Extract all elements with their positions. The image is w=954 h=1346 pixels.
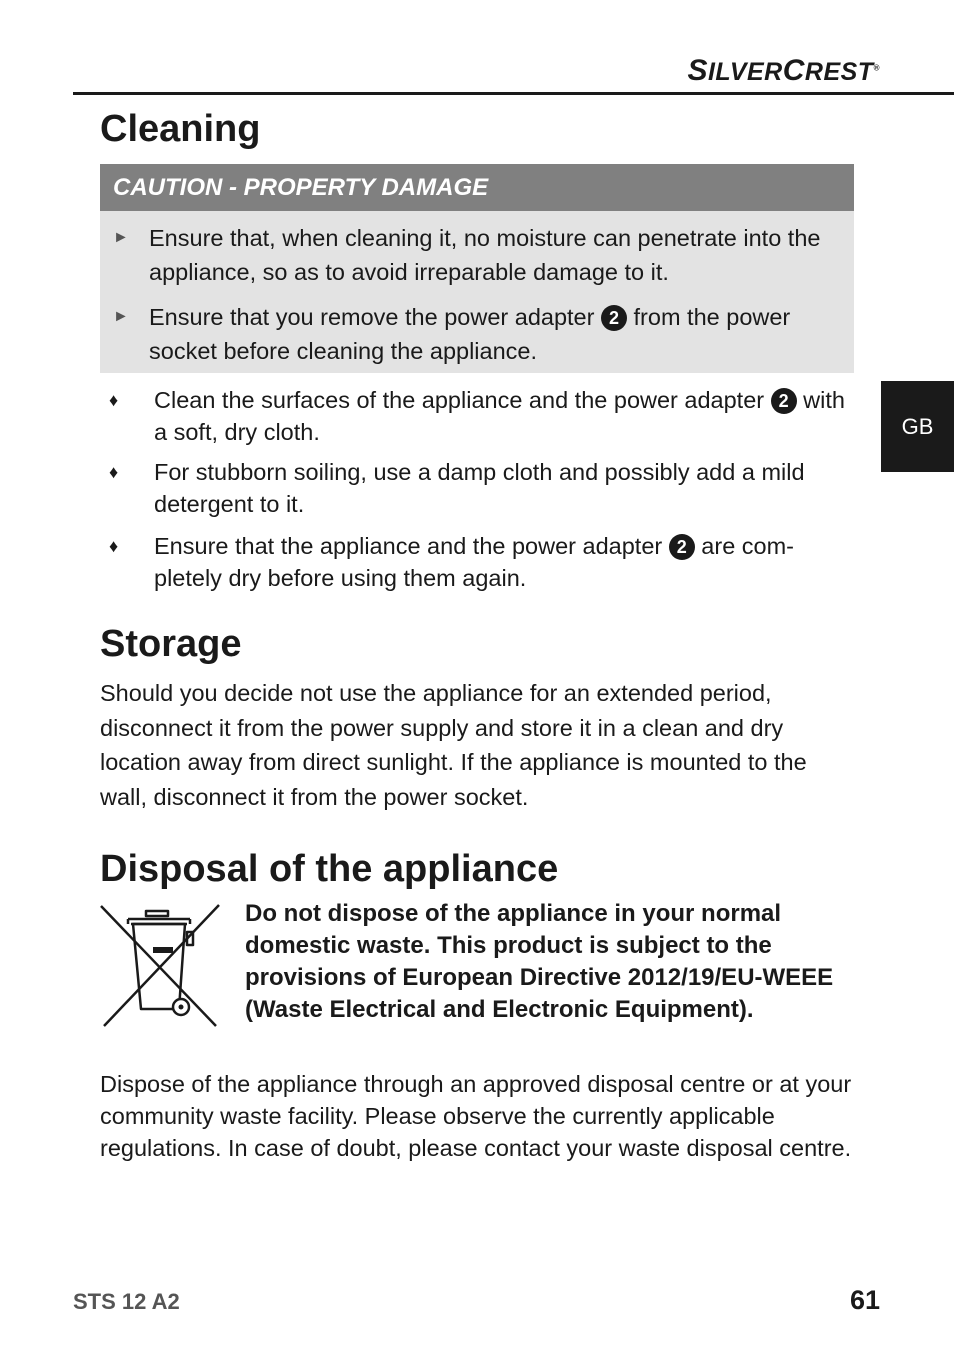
language-tab-label: GB bbox=[901, 413, 934, 439]
reference-number: 2 bbox=[601, 305, 627, 331]
disposal-title: Disposal of the appliance bbox=[100, 848, 559, 890]
page-number: 61 bbox=[849, 1285, 880, 1315]
language-tab bbox=[881, 381, 954, 472]
arrow-icon: ► bbox=[113, 308, 129, 325]
cleaning-title: Cleaning bbox=[100, 108, 261, 150]
diamond-bullet-icon: ♦ bbox=[109, 536, 119, 556]
storage-title: Storage bbox=[100, 623, 242, 665]
caution-item: ► Ensure that, when cleaning it, no moisture can penetrate into the appliance, so as to avoid irreparable damage to it. bbox=[149, 221, 839, 289]
list-item: ♦ Clean the surfaces of the appliance and the power adapter 2 with a soft, dry cloth. bbox=[154, 384, 854, 448]
reference-number: 2 bbox=[771, 388, 797, 414]
list-item: ♦ For stubborn soiling, use a damp cloth and possibly add a mild detergent to it. bbox=[154, 456, 854, 520]
diamond-bullet-icon: ♦ bbox=[109, 462, 119, 482]
storage-text: Should you decide not use the appliance for an extended period, disconnect it from the power supply and store it in a clean and dry location away from direct sunlight. If the appliance is mounted to the wall, disconnect it from the power socket. bbox=[100, 680, 807, 811]
diamond-bullet-icon: ♦ bbox=[109, 390, 119, 410]
caution-item: ► Ensure that you remove the power adapter 2 from the power socket before cleaning the appliance. bbox=[149, 300, 839, 368]
model-number: STS 12 A2 bbox=[73, 1289, 180, 1314]
list-item: ♦ Ensure that the appliance and the power adapter 2 are com-pletely dry before using them again. bbox=[154, 530, 854, 594]
brand-logo: SILVERCREST® bbox=[687, 54, 880, 87]
caution-box bbox=[100, 164, 854, 373]
arrow-icon: ► bbox=[113, 229, 129, 246]
crossed-out-wheelie-bin-icon bbox=[98, 903, 224, 1029]
header-rule bbox=[73, 92, 954, 95]
caution-title: CAUTION - PROPERTY DAMAGE bbox=[100, 164, 854, 211]
disposal-warning: Do not dispose of the appliance in your normal domestic waste. This product is subject to the provisions of European Directive 2012/19/EU-WEEE (Waste Electrical and Electronic Equipment). bbox=[245, 900, 834, 1023]
reference-number: 2 bbox=[669, 534, 695, 560]
disposal-text: Dispose of the appliance through an approved disposal centre or at your community waste facility. Please observe the currently applicable regulations. In case of doubt, please contact your waste disposal centre. bbox=[100, 1071, 852, 1161]
